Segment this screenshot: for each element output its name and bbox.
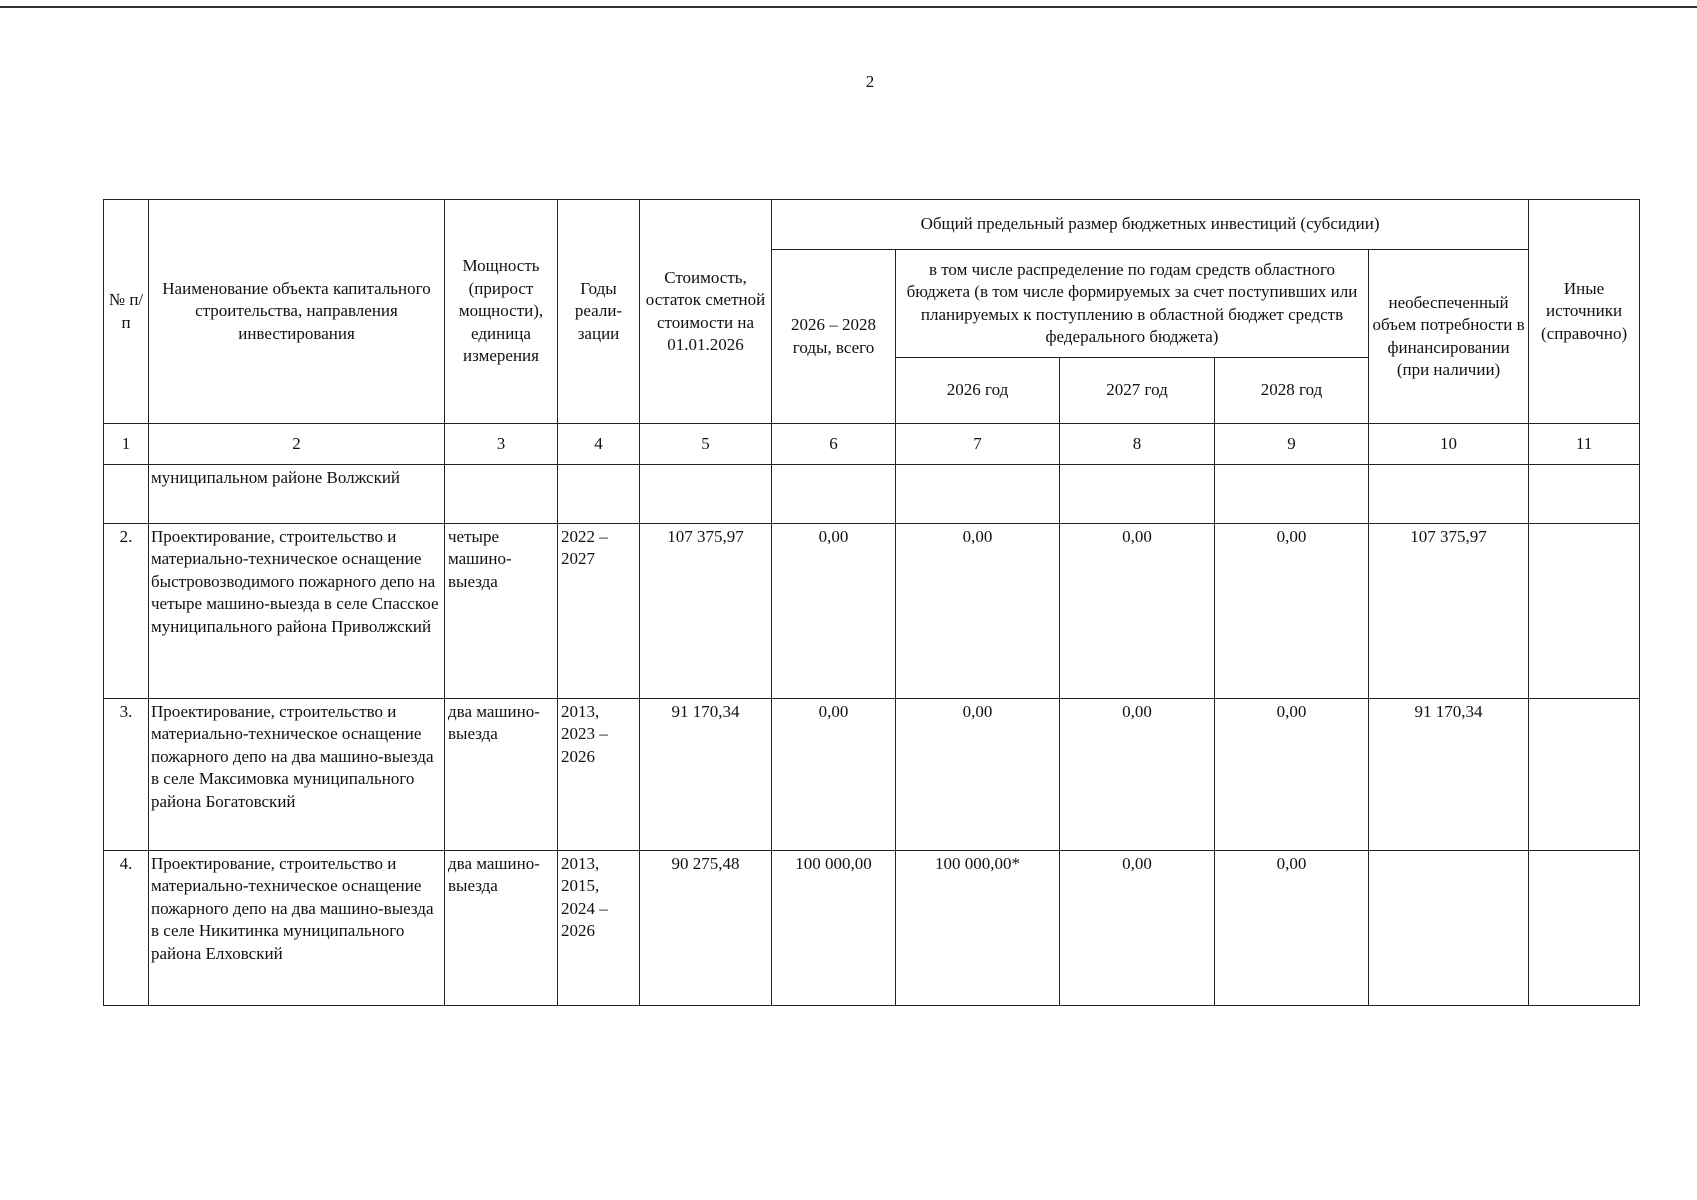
row-other bbox=[1529, 465, 1640, 524]
row-total: 0,00 bbox=[772, 699, 896, 851]
row-total: 0,00 bbox=[772, 524, 896, 699]
row-2027 bbox=[1060, 465, 1215, 524]
page-number: 2 bbox=[865, 72, 875, 91]
row-2028: 0,00 bbox=[1215, 524, 1369, 699]
header-num: № п/п bbox=[104, 200, 149, 424]
table-row bbox=[104, 465, 1640, 524]
column-number: 5 bbox=[640, 424, 772, 465]
column-number: 9 bbox=[1215, 424, 1369, 465]
header-unfunded: необеспеченный объем потребности в финансировании (при наличии) bbox=[1369, 250, 1529, 424]
row-2026: 0,00 bbox=[896, 699, 1060, 851]
row-2027: 0,00 bbox=[1060, 699, 1215, 851]
row-2028: 0,00 bbox=[1215, 699, 1369, 851]
row-unfunded bbox=[1369, 465, 1529, 524]
row-cost: 90 275,48 bbox=[640, 851, 772, 1006]
header-name: Наименование объекта капитального строительства, направления инвестирования bbox=[149, 200, 445, 424]
header-year-2028: 2028 год bbox=[1215, 358, 1369, 424]
column-number: 3 bbox=[445, 424, 558, 465]
row-years: 2013, 2015, 2024 – 2026 bbox=[558, 851, 640, 1006]
column-number-row bbox=[104, 424, 1640, 465]
row-years bbox=[558, 465, 640, 524]
row-cost: 107 375,97 bbox=[640, 524, 772, 699]
column-number: 1 bbox=[104, 424, 149, 465]
header-total: 2026 – 2028 годы, всего bbox=[772, 250, 896, 424]
row-2026 bbox=[896, 465, 1060, 524]
row-other bbox=[1529, 851, 1640, 1006]
header-year-2027: 2027 год bbox=[1060, 358, 1215, 424]
row-other bbox=[1529, 699, 1640, 851]
row-total: 100 000,00 bbox=[772, 851, 896, 1006]
table-row bbox=[104, 524, 1640, 699]
column-number: 7 bbox=[896, 424, 1060, 465]
header-group-total: Общий предельный размер бюджетных инвестиций (субсидии) bbox=[772, 200, 1529, 250]
header-capacity: Мощность (прирост мощности), единица измерения bbox=[445, 200, 558, 424]
column-number: 6 bbox=[772, 424, 896, 465]
row-num: 2. bbox=[104, 524, 149, 699]
column-number: 4 bbox=[558, 424, 640, 465]
row-num bbox=[104, 465, 149, 524]
row-capacity: два машино-выезда bbox=[445, 699, 558, 851]
row-2028 bbox=[1215, 465, 1369, 524]
row-unfunded bbox=[1369, 851, 1529, 1006]
row-unfunded: 107 375,97 bbox=[1369, 524, 1529, 699]
row-2026: 100 000,00* bbox=[896, 851, 1060, 1006]
row-name: Проектирование, строительство и материально-техническое оснащение пожарного депо на два машино-выезда в селе Максимовка муниципального района Богатовский bbox=[149, 699, 445, 851]
header-year-2026: 2026 год bbox=[896, 358, 1060, 424]
row-years: 2022 – 2027 bbox=[558, 524, 640, 699]
row-capacity: четыре машино-выезда bbox=[445, 524, 558, 699]
row-cost: 91 170,34 bbox=[640, 699, 772, 851]
row-name: муниципальном районе Волжский bbox=[149, 465, 445, 524]
column-number: 8 bbox=[1060, 424, 1215, 465]
row-num: 4. bbox=[104, 851, 149, 1006]
row-2027: 0,00 bbox=[1060, 851, 1215, 1006]
header-other: Иные источники (справочно) bbox=[1529, 200, 1640, 424]
page-top-edge bbox=[0, 6, 1697, 8]
row-2028: 0,00 bbox=[1215, 851, 1369, 1006]
budget-investment-table bbox=[103, 199, 1640, 1006]
row-capacity bbox=[445, 465, 558, 524]
column-number: 10 bbox=[1369, 424, 1529, 465]
row-num: 3. bbox=[104, 699, 149, 851]
column-number: 2 bbox=[149, 424, 445, 465]
row-other bbox=[1529, 524, 1640, 699]
row-years: 2013, 2023 – 2026 bbox=[558, 699, 640, 851]
header-distribution: в том числе распределение по годам средств областного бюджета (в том числе формируемых за счет поступивших или планируемых к поступлению в областной бюджет средств федерального бюджета) bbox=[896, 250, 1369, 358]
row-name: Проектирование, строительство и материально-техническое оснащение пожарного депо на два машино-выезда в селе Никитинка муниципального района Елховский bbox=[149, 851, 445, 1006]
row-2026: 0,00 bbox=[896, 524, 1060, 699]
header-cost: Стоимость, остаток сметной стоимости на 01.01.2026 bbox=[640, 200, 772, 424]
row-capacity: два машино-выезда bbox=[445, 851, 558, 1006]
row-2027: 0,00 bbox=[1060, 524, 1215, 699]
row-unfunded: 91 170,34 bbox=[1369, 699, 1529, 851]
header-years: Годы реали-зации bbox=[558, 200, 640, 424]
row-total bbox=[772, 465, 896, 524]
column-number: 11 bbox=[1529, 424, 1640, 465]
row-cost bbox=[640, 465, 772, 524]
table-row bbox=[104, 699, 1640, 851]
table-row bbox=[104, 851, 1640, 1006]
row-name: Проектирование, строительство и материально-техническое оснащение быстровозводимого пожарного депо на четыре машино-выезда в селе Спасское муниципального района Приволжский bbox=[149, 524, 445, 699]
